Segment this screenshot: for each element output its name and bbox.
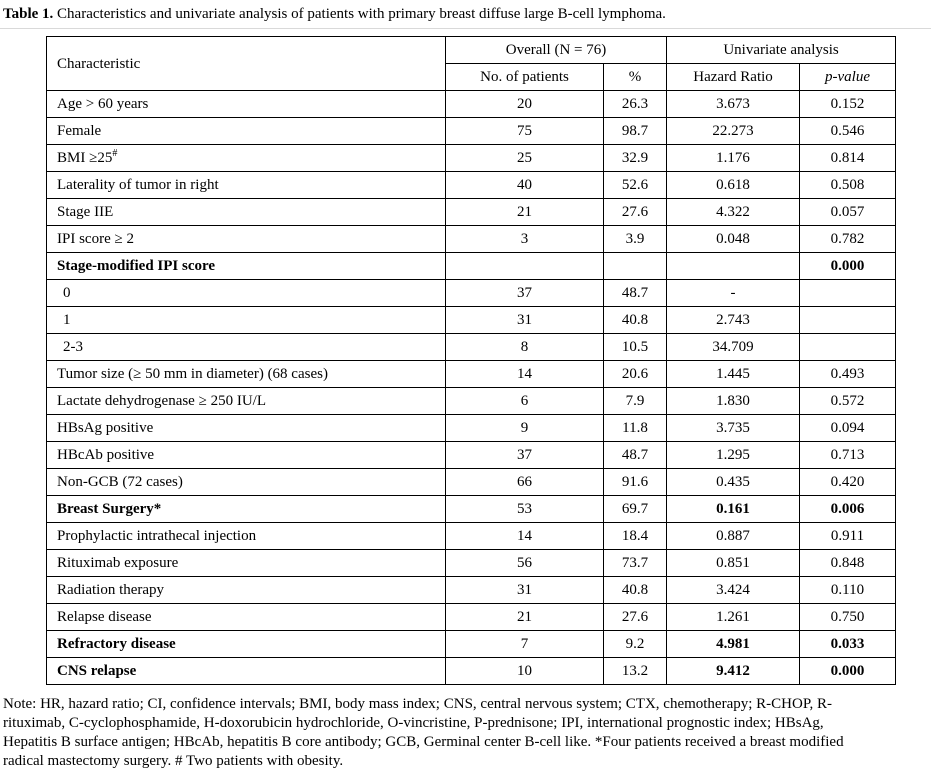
cell-percent: 48.7 — [604, 442, 667, 469]
cell-percent: 98.7 — [604, 118, 667, 145]
row-label: HBsAg positive — [47, 415, 446, 442]
table-caption-label: Table 1. — [3, 6, 54, 22]
cell-patients: 25 — [446, 145, 604, 172]
table-row — [47, 442, 896, 469]
row-label: Stage IIE — [47, 199, 446, 226]
row-label: Prophylactic intrathecal injection — [47, 523, 446, 550]
table-row — [47, 334, 896, 361]
cell-p-value: 0.000 — [800, 253, 896, 280]
cell-p-value — [800, 334, 896, 361]
cell-percent: 32.9 — [604, 145, 667, 172]
table-row — [47, 118, 896, 145]
cell-percent: 18.4 — [604, 523, 667, 550]
row-label: HBcAb positive — [47, 442, 446, 469]
cell-patients: 53 — [446, 496, 604, 523]
cell-hazard-ratio: 3.735 — [667, 415, 800, 442]
table-row — [47, 550, 896, 577]
footnote-line: radical mastectomy surgery. # Two patients with obesity. — [3, 753, 344, 769]
cell-percent: 48.7 — [604, 280, 667, 307]
header-hazard-ratio: Hazard Ratio — [667, 64, 800, 91]
cell-patients: 37 — [446, 280, 604, 307]
cell-patients: 6 — [446, 388, 604, 415]
footnote-line: rituximab, C-cyclophosphamide, H-doxorubicin hydrochloride, O-vincristine, P-prednisone; IPI, international prognostic index; HBsAg, — [3, 715, 824, 731]
row-label: 0 — [47, 280, 446, 307]
row-label: CNS relapse — [47, 658, 446, 685]
row-label: Laterality of tumor in right — [47, 172, 446, 199]
cell-p-value: 0.782 — [800, 226, 896, 253]
row-label — [47, 145, 446, 172]
cell-hazard-ratio — [667, 253, 800, 280]
cell-hazard-ratio: 4.981 — [667, 631, 800, 658]
table-row — [47, 226, 896, 253]
footnote-marker: # — [112, 148, 118, 159]
cell-p-value: 0.057 — [800, 199, 896, 226]
row-label: 1 — [47, 307, 446, 334]
table-row — [47, 307, 896, 334]
table-caption — [3, 5, 928, 23]
table-row — [47, 469, 896, 496]
cell-p-value: 0.420 — [800, 469, 896, 496]
table-row — [47, 91, 896, 118]
row-label: Radiation therapy — [47, 577, 446, 604]
cell-patients: 14 — [446, 523, 604, 550]
cell-patients: 66 — [446, 469, 604, 496]
cell-p-value: 0.713 — [800, 442, 896, 469]
cell-percent: 20.6 — [604, 361, 667, 388]
cell-hazard-ratio: 9.412 — [667, 658, 800, 685]
cell-p-value — [800, 280, 896, 307]
cell-percent: 69.7 — [604, 496, 667, 523]
cell-patients: 40 — [446, 172, 604, 199]
cell-patients: 21 — [446, 199, 604, 226]
cell-patients: 9 — [446, 415, 604, 442]
header-overall: Overall (N = 76) — [446, 37, 667, 64]
cell-p-value: 0.546 — [800, 118, 896, 145]
cell-p-value: 0.508 — [800, 172, 896, 199]
cell-hazard-ratio: 0.851 — [667, 550, 800, 577]
cell-percent: 3.9 — [604, 226, 667, 253]
cell-percent: 52.6 — [604, 172, 667, 199]
cell-hazard-ratio: 0.618 — [667, 172, 800, 199]
cell-hazard-ratio: 0.161 — [667, 496, 800, 523]
cell-hazard-ratio: 1.445 — [667, 361, 800, 388]
cell-percent: 13.2 — [604, 658, 667, 685]
footnote-line: Note: HR, hazard ratio; CI, confidence intervals; BMI, body mass index; CNS, central nervous system; CTX, chemotherapy; R-CHOP, R- — [3, 696, 833, 712]
row-label: Female — [47, 118, 446, 145]
cell-p-value: 0.006 — [800, 496, 896, 523]
row-label: Refractory disease — [47, 631, 446, 658]
cell-patients: 14 — [446, 361, 604, 388]
cell-percent: 73.7 — [604, 550, 667, 577]
divider — [0, 28, 931, 29]
cell-percent: 40.8 — [604, 577, 667, 604]
table-header-row — [47, 37, 896, 64]
cell-p-value: 0.493 — [800, 361, 896, 388]
header-univariate: Univariate analysis — [667, 37, 896, 64]
header-p-value: p-value — [800, 64, 896, 91]
cell-patients: 37 — [446, 442, 604, 469]
cell-p-value: 0.814 — [800, 145, 896, 172]
table-footnote — [3, 695, 929, 771]
cell-hazard-ratio: 3.424 — [667, 577, 800, 604]
row-label: 2-3 — [47, 334, 446, 361]
cell-hazard-ratio: 34.709 — [667, 334, 800, 361]
cell-hazard-ratio: - — [667, 280, 800, 307]
cell-p-value — [800, 307, 896, 334]
cell-patients — [446, 253, 604, 280]
cell-hazard-ratio: 1.176 — [667, 145, 800, 172]
row-label-text: BMI ≥25 — [57, 150, 113, 166]
cell-patients: 56 — [446, 550, 604, 577]
cell-p-value: 0.750 — [800, 604, 896, 631]
cell-percent: 7.9 — [604, 388, 667, 415]
cell-patients: 20 — [446, 91, 604, 118]
row-label: Relapse disease — [47, 604, 446, 631]
cell-patients: 31 — [446, 577, 604, 604]
table-row — [47, 145, 896, 172]
cell-p-value: 0.848 — [800, 550, 896, 577]
header-no-patients: No. of patients — [446, 64, 604, 91]
cell-hazard-ratio: 3.673 — [667, 91, 800, 118]
table-row — [47, 280, 896, 307]
cell-hazard-ratio: 0.887 — [667, 523, 800, 550]
cell-hazard-ratio: 1.295 — [667, 442, 800, 469]
cell-p-value: 0.110 — [800, 577, 896, 604]
row-label: Tumor size (≥ 50 mm in diameter) (68 cases) — [47, 361, 446, 388]
header-characteristic: Characteristic — [47, 37, 446, 91]
cell-percent: 91.6 — [604, 469, 667, 496]
cell-hazard-ratio: 22.273 — [667, 118, 800, 145]
cell-p-value: 0.000 — [800, 658, 896, 685]
table-row-significant — [47, 631, 896, 658]
table-row-significant — [47, 496, 896, 523]
characteristics-table — [46, 36, 896, 685]
footnote-line: Hepatitis B surface antigen; HBcAb, hepatitis B core antibody; GCB, Germinal center B-cell like. *Four patients received a breast modified — [3, 734, 844, 750]
row-label: Lactate dehydrogenase ≥ 250 IU/L — [47, 388, 446, 415]
cell-hazard-ratio: 2.743 — [667, 307, 800, 334]
cell-hazard-ratio: 0.435 — [667, 469, 800, 496]
cell-hazard-ratio: 1.830 — [667, 388, 800, 415]
cell-patients: 3 — [446, 226, 604, 253]
row-label: IPI score ≥ 2 — [47, 226, 446, 253]
cell-p-value: 0.152 — [800, 91, 896, 118]
cell-p-value: 0.911 — [800, 523, 896, 550]
cell-percent: 11.8 — [604, 415, 667, 442]
row-label: Breast Surgery* — [47, 496, 446, 523]
table-row — [47, 415, 896, 442]
header-percent: % — [604, 64, 667, 91]
table-row — [47, 604, 896, 631]
cell-hazard-ratio: 1.261 — [667, 604, 800, 631]
cell-p-value: 0.094 — [800, 415, 896, 442]
table-row — [47, 388, 896, 415]
cell-p-value: 0.033 — [800, 631, 896, 658]
cell-percent: 27.6 — [604, 199, 667, 226]
cell-hazard-ratio: 4.322 — [667, 199, 800, 226]
cell-percent: 9.2 — [604, 631, 667, 658]
row-label: Non-GCB (72 cases) — [47, 469, 446, 496]
cell-patients: 10 — [446, 658, 604, 685]
cell-percent: 26.3 — [604, 91, 667, 118]
cell-patients: 31 — [446, 307, 604, 334]
row-label: Stage-modified IPI score — [47, 253, 446, 280]
cell-patients: 21 — [446, 604, 604, 631]
table-row — [47, 577, 896, 604]
cell-p-value: 0.572 — [800, 388, 896, 415]
table-row-group-heading — [47, 253, 896, 280]
table-row — [47, 172, 896, 199]
table-caption-text: Characteristics and univariate analysis of patients with primary breast diffuse large B-cell lymphoma. — [53, 6, 666, 22]
cell-patients: 75 — [446, 118, 604, 145]
cell-percent — [604, 253, 667, 280]
cell-patients: 7 — [446, 631, 604, 658]
table-row — [47, 361, 896, 388]
cell-percent: 27.6 — [604, 604, 667, 631]
cell-percent: 10.5 — [604, 334, 667, 361]
cell-patients: 8 — [446, 334, 604, 361]
table-row — [47, 199, 896, 226]
row-label: Age > 60 years — [47, 91, 446, 118]
table-row — [47, 523, 896, 550]
row-label: Rituximab exposure — [47, 550, 446, 577]
table-row-significant — [47, 658, 896, 685]
cell-hazard-ratio: 0.048 — [667, 226, 800, 253]
cell-percent: 40.8 — [604, 307, 667, 334]
